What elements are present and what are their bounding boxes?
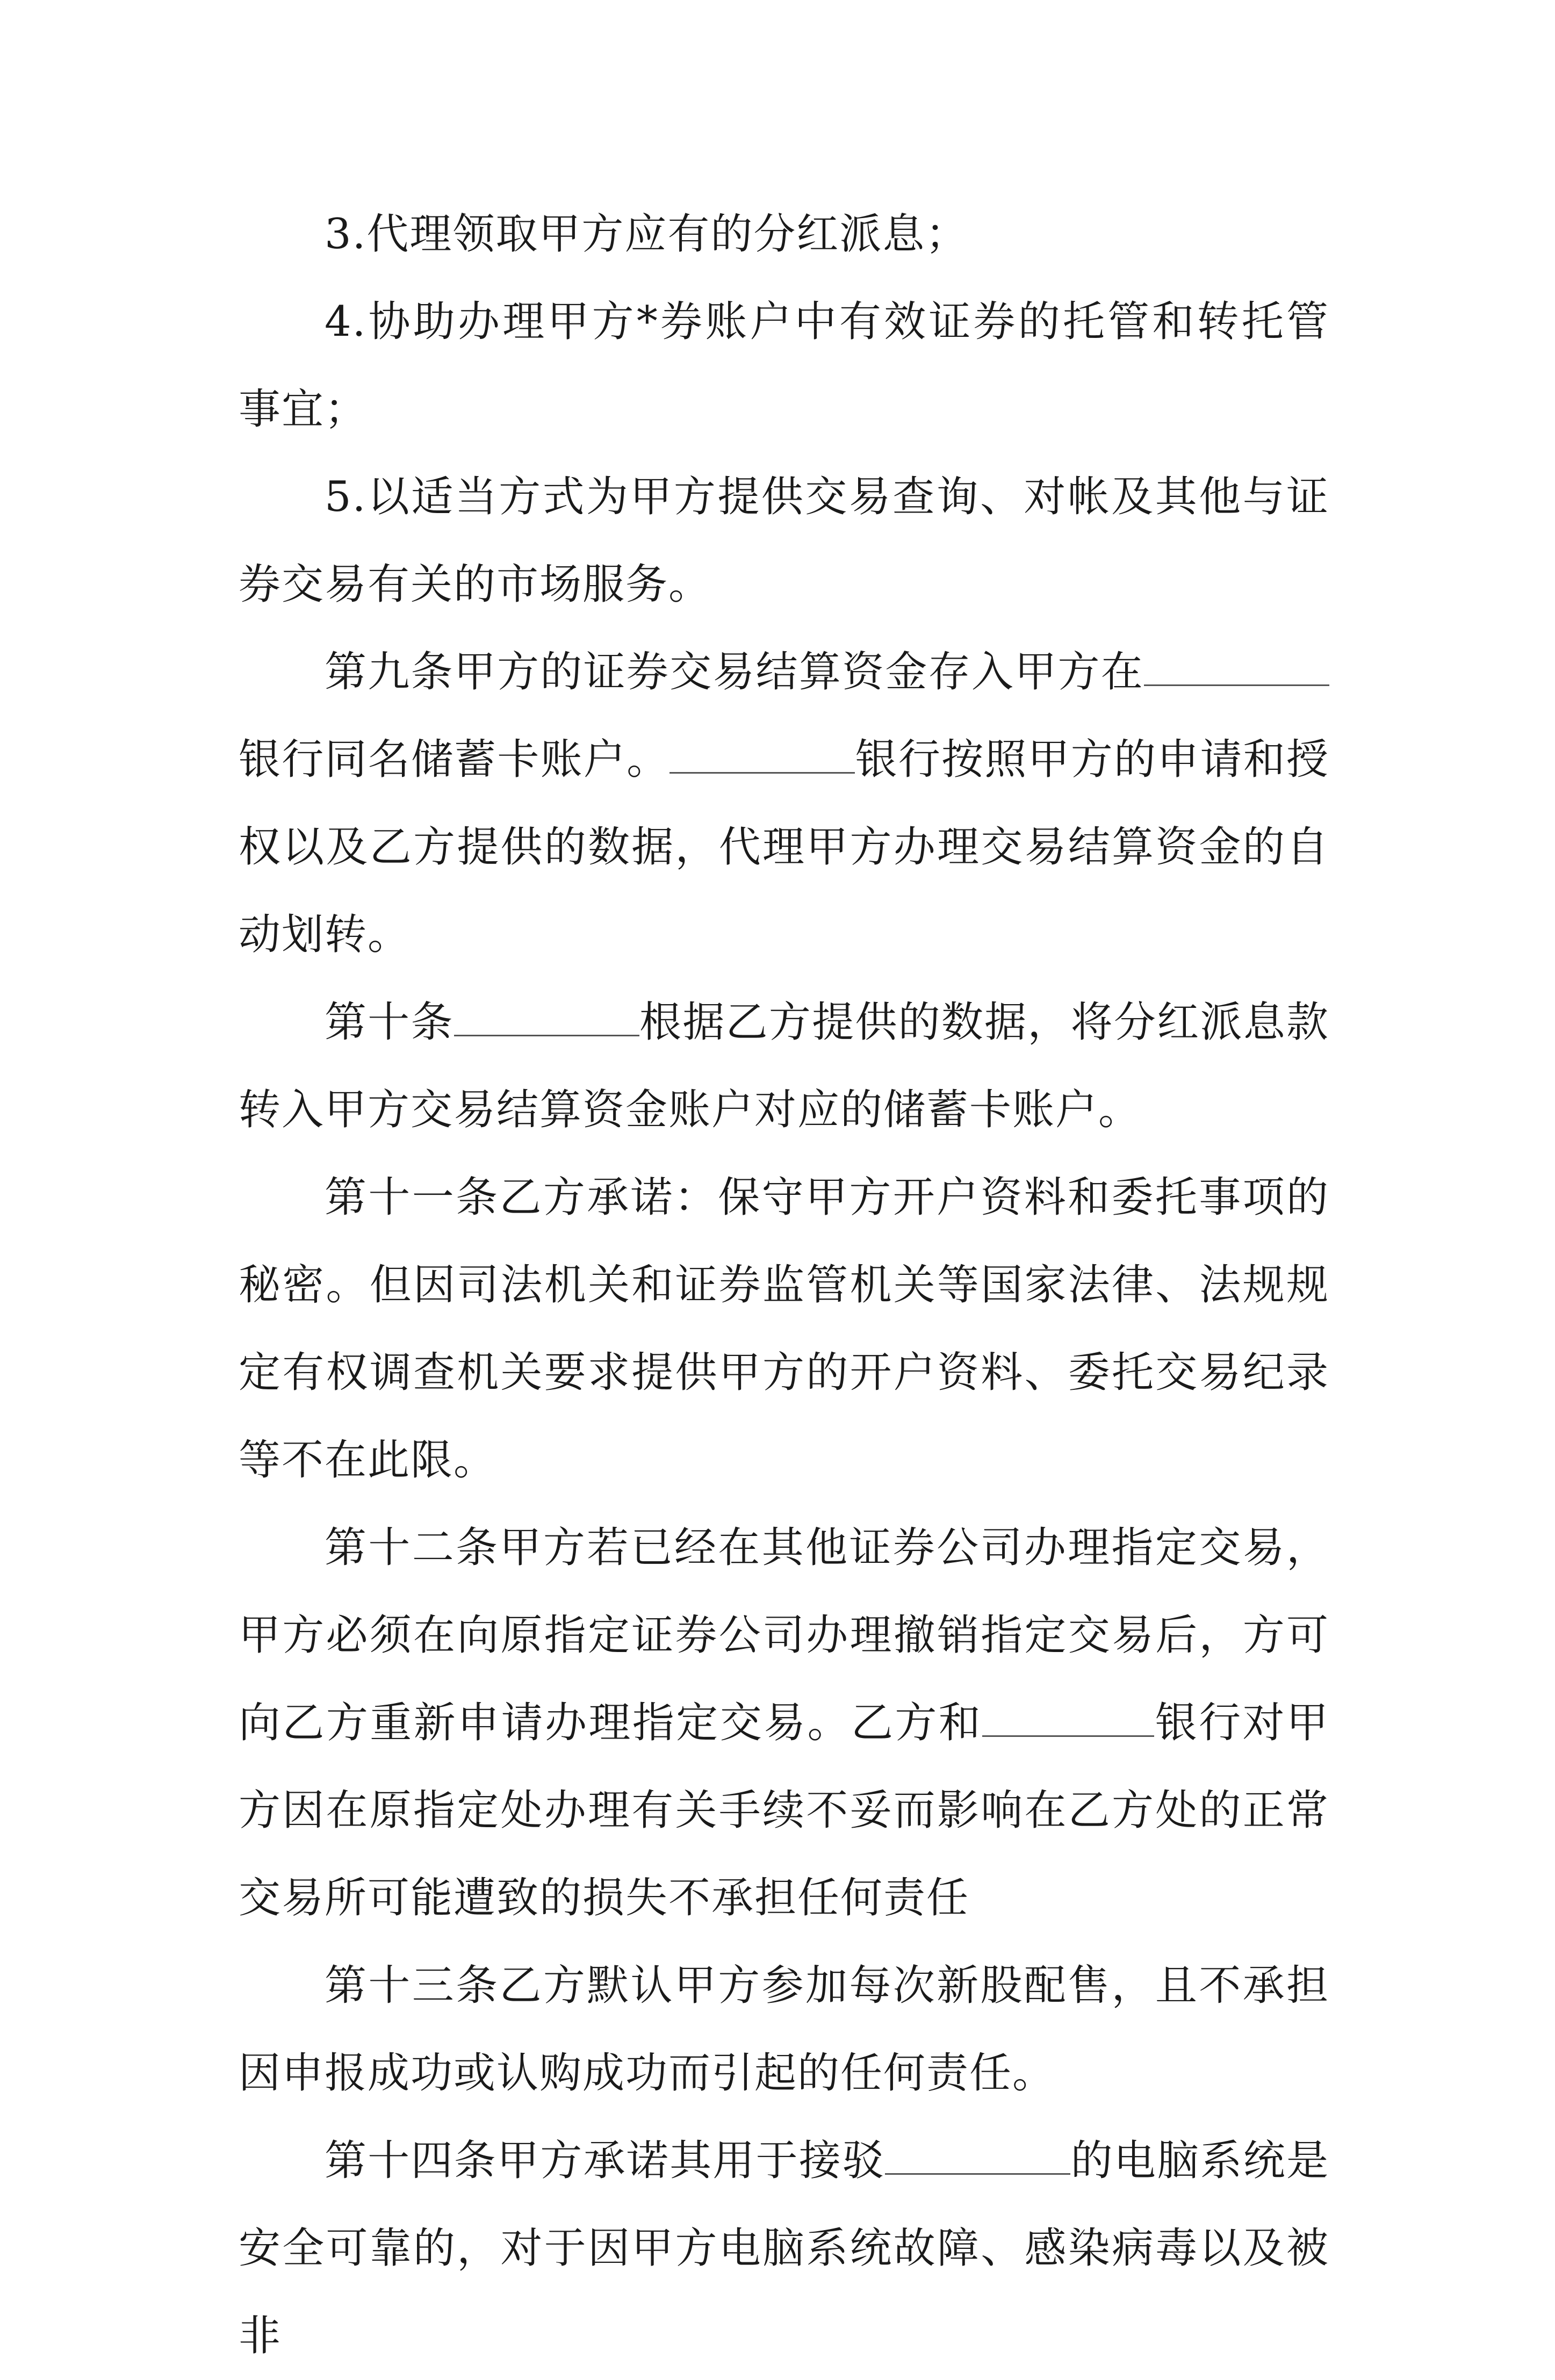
blank-fill-line (885, 2136, 1070, 2175)
paragraph-text: 第十一条乙方承诺：保守甲方开户资料和委托事项的秘密。但因司法机关和证券监管机关等国家法律、法规规定有权调查机关要求提供甲方的开户资料、委托交易纪录等不在此限。 (239, 1173, 1329, 1484)
paragraph-item-5 (239, 453, 1329, 629)
paragraph-text: 3.代理领取甲方应有的分红派息； (325, 210, 969, 258)
paragraph-article-12 (239, 1504, 1329, 1942)
paragraph-text: 第十二条甲方若已经在其他证券公司办理指定交易，甲方必须在向原指定证券公司办理撤销指定交易后，方可向乙方重新申请办理指定交易。乙方和 (239, 1524, 1329, 1747)
paragraph-text: 第九条甲方的证券交易结算资金存入甲方在 (325, 648, 1144, 696)
paragraph-text: 银行按照甲方的申请和授权以及乙方提供的数据，代理甲方办理交易结算资金的自动划转。 (239, 735, 1329, 959)
paragraph-article-14 (239, 2117, 1329, 2380)
paragraph-text: 5.以适当方式为甲方提供交易查询、对帐及其他与证券交易有关的市场服务。 (239, 473, 1329, 609)
paragraph-text: 的电脑系统是安全可靠的，对于因甲方电脑系统故障、感染病毒以及被非 (239, 2137, 1329, 2360)
blank-fill-line (454, 997, 639, 1036)
paragraph-item-4 (239, 278, 1329, 453)
paragraph-article-13 (239, 1942, 1329, 2117)
blank-fill-line (982, 1698, 1154, 1737)
paragraph-text: 第十条 (325, 998, 454, 1047)
paragraph-article-10 (239, 979, 1329, 1154)
paragraph-text: 第十四条甲方承诺其用于接驳 (325, 2137, 886, 2185)
paragraph-item-3 (239, 191, 1329, 278)
paragraph-text: 银行对甲方因在原指定处办理有关手续不妥而影响在乙方处的正常交易所可能遭致的损失不承担任何责任 (239, 1699, 1329, 1922)
paragraph-text: 银行同名储蓄卡账户。 (239, 735, 670, 784)
blank-fill-line (1144, 647, 1329, 686)
paragraph-article-11 (239, 1154, 1329, 1504)
paragraph-text: 4.协助办理甲方*券账户中有效证券的托管和转托管事宜； (239, 298, 1329, 434)
document-page (239, 191, 1329, 2380)
paragraph-text: 根据乙方提供的数据，将分红派息款转入甲方交易结算资金账户对应的储蓄卡账户。 (239, 998, 1329, 1134)
paragraph-text: 第十三条乙方默认甲方参加每次新股配售，且不承担因申报成功或认购成功而引起的任何责任。 (239, 1961, 1329, 2097)
blank-fill-line (669, 734, 855, 774)
paragraph-article-9 (239, 629, 1329, 979)
